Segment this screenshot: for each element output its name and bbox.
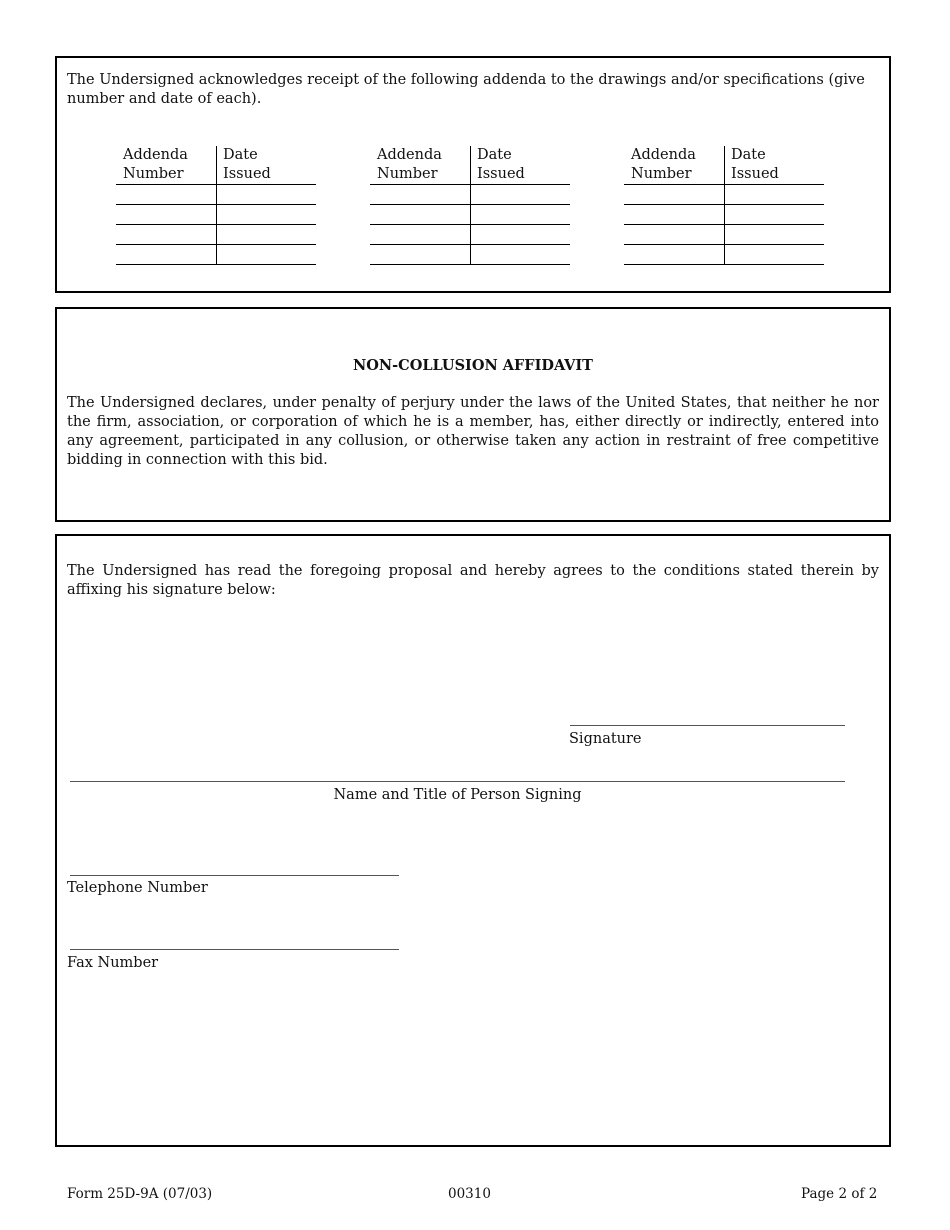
date-issued-header: Date Issued <box>731 147 779 182</box>
date-issued-header: Date Issued <box>477 147 525 182</box>
date-issued-cell[interactable] <box>725 246 824 264</box>
date-issued-header: Date Issued <box>223 147 271 182</box>
date-issued-cell[interactable] <box>217 206 316 224</box>
date-issued-cell[interactable] <box>471 246 570 264</box>
addenda-number-cell[interactable] <box>624 206 724 224</box>
date-issued-cell[interactable] <box>471 206 570 224</box>
signature-section <box>55 534 891 1147</box>
addenda-number-cell[interactable] <box>370 246 470 264</box>
row-line <box>116 264 316 265</box>
addenda-intro-text: The Undersigned acknowledges receipt of the following addenda to the drawings and/or specifications (give number and date of each). <box>67 72 865 107</box>
addenda-number-cell[interactable] <box>370 186 470 204</box>
addenda-number-cell[interactable] <box>116 206 216 224</box>
signature-line[interactable] <box>570 725 845 726</box>
addenda-number-cell[interactable] <box>370 206 470 224</box>
addenda-number-cell[interactable] <box>624 246 724 264</box>
addenda-table-2 <box>370 146 570 266</box>
date-issued-cell[interactable] <box>217 186 316 204</box>
signature-intro-text: The Undersigned has read the foregoing proposal and hereby agrees to the conditions stated therein by affixing his signature below: <box>67 563 879 598</box>
date-issued-cell[interactable] <box>725 186 824 204</box>
addenda-number-cell[interactable] <box>370 226 470 244</box>
addenda-number-cell[interactable] <box>116 246 216 264</box>
signature-label: Signature <box>569 731 642 747</box>
addenda-number-cell[interactable] <box>116 226 216 244</box>
date-issued-cell[interactable] <box>471 186 570 204</box>
addenda-number-header: Addenda Number <box>377 147 442 182</box>
name-title-label: Name and Title of Person Signing <box>333 787 582 803</box>
name-title-line[interactable] <box>70 781 845 782</box>
addenda-number-cell[interactable] <box>624 186 724 204</box>
affidavit-section <box>55 307 891 522</box>
fax-label: Fax Number <box>67 955 159 971</box>
date-issued-cell[interactable] <box>725 206 824 224</box>
row-line <box>370 264 570 265</box>
footer-code: 00310 <box>448 1186 491 1202</box>
date-issued-cell[interactable] <box>217 226 316 244</box>
footer-form-id: Form 25D-9A (07/03) <box>67 1186 213 1202</box>
addenda-table-3 <box>624 146 824 266</box>
addenda-table-1 <box>116 146 316 266</box>
addenda-section <box>55 56 891 293</box>
addenda-number-header: Addenda Number <box>123 147 188 182</box>
affidavit-body-text: The Undersigned declares, under penalty of perjury under the laws of the United States, that neither he nor the firm, association, or corporation of which he is a member, has, either directly or indirectly, entered into any agreement, participated in any collusion, or otherwise taken any action in restraint of free competitive bidding in connection with this bid. <box>67 395 879 468</box>
telephone-label: Telephone Number <box>67 880 208 896</box>
telephone-line[interactable] <box>70 875 399 876</box>
footer-page-number: Page 2 of 2 <box>801 1186 878 1202</box>
affidavit-title: NON-COLLUSION AFFIDAVIT <box>353 357 593 374</box>
fax-line[interactable] <box>70 949 399 950</box>
date-issued-cell[interactable] <box>725 226 824 244</box>
date-issued-cell[interactable] <box>471 226 570 244</box>
addenda-number-cell[interactable] <box>116 186 216 204</box>
addenda-number-cell[interactable] <box>624 226 724 244</box>
row-line <box>624 264 824 265</box>
date-issued-cell[interactable] <box>217 246 316 264</box>
addenda-number-header: Addenda Number <box>631 147 696 182</box>
